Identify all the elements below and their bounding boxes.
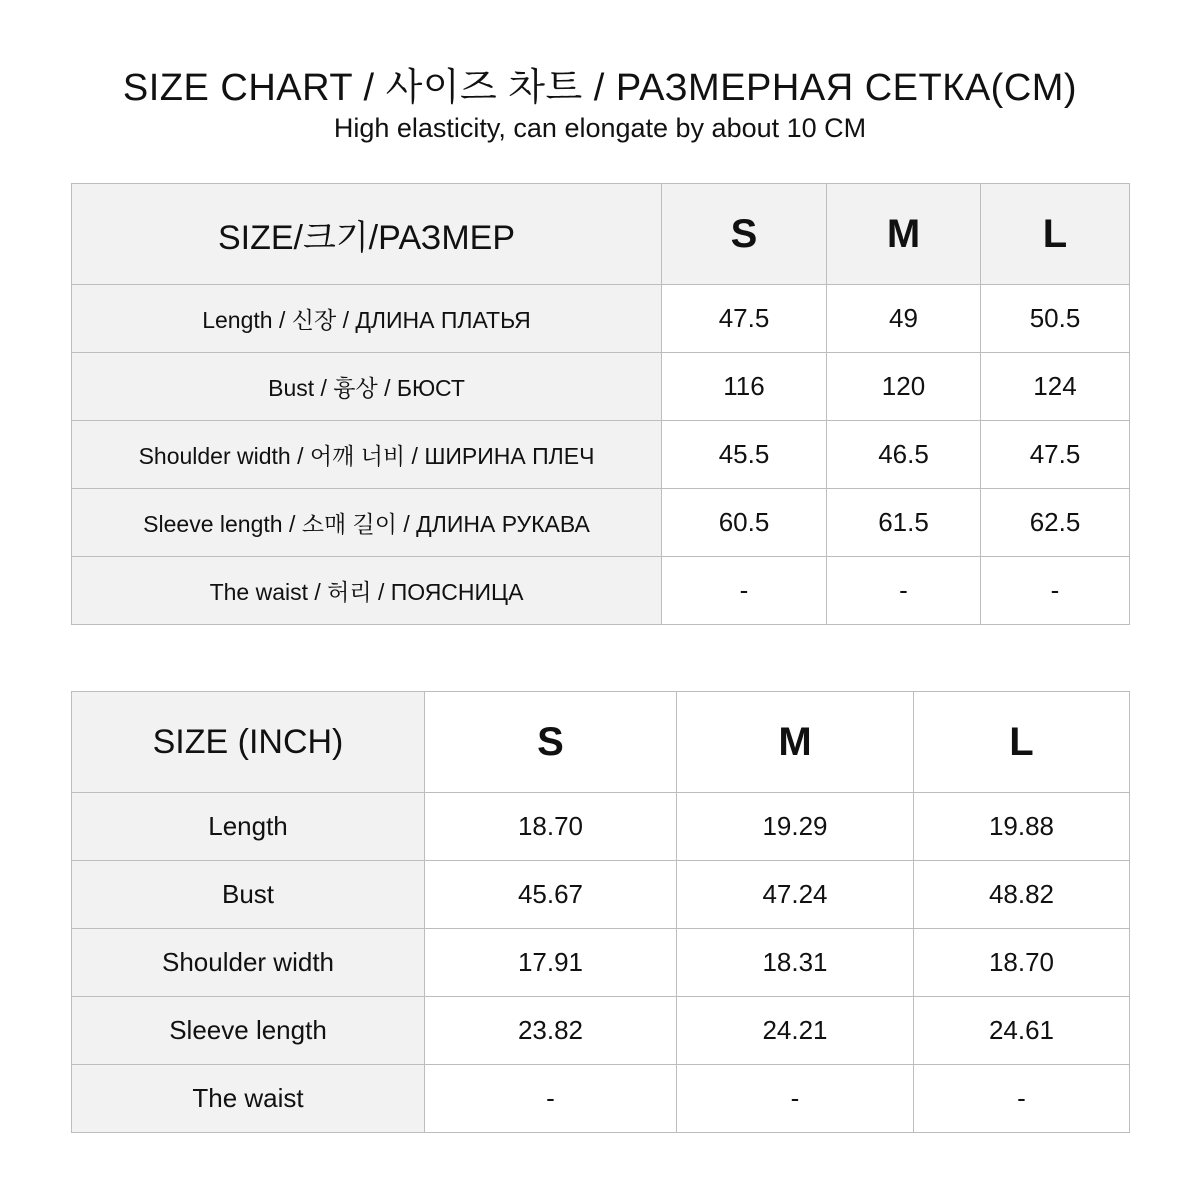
table-row <box>72 929 1130 997</box>
cell-value: 45.67 <box>425 861 677 929</box>
cell-value: 60.5 <box>662 489 827 557</box>
table-row <box>72 1065 1130 1133</box>
size-header-m: M <box>827 184 981 285</box>
table-row <box>72 793 1130 861</box>
table-header-row <box>72 692 1130 793</box>
size-header-m: M <box>677 692 914 793</box>
cell-value: 18.31 <box>677 929 914 997</box>
cell-value: 47.24 <box>677 861 914 929</box>
row-label-waist: The waist <box>72 1065 425 1133</box>
cell-value: 50.5 <box>981 285 1130 353</box>
cell-value: 120 <box>827 353 981 421</box>
cell-value: 116 <box>662 353 827 421</box>
page-subtitle: High elasticity, can elongate by about 10 CM <box>333 113 867 143</box>
cell-value: 62.5 <box>981 489 1130 557</box>
cell-value: - <box>425 1065 677 1133</box>
table-row <box>72 861 1130 929</box>
cell-value: 24.21 <box>677 997 914 1065</box>
cell-value: 45.5 <box>662 421 827 489</box>
cell-value: 48.82 <box>914 861 1130 929</box>
cell-value: - <box>677 1065 914 1133</box>
table-row <box>72 489 1130 557</box>
size-chart-inch-table <box>71 691 1130 1133</box>
cell-value: 19.88 <box>914 793 1130 861</box>
cell-value: 47.5 <box>981 421 1130 489</box>
table-row <box>72 557 1130 625</box>
cell-value: 17.91 <box>425 929 677 997</box>
cell-value: 18.70 <box>425 793 677 861</box>
table-row <box>72 353 1130 421</box>
row-label-length: Length / 신장 / ДЛИНА ПЛАТЬЯ <box>72 285 662 353</box>
row-label-length: Length <box>72 793 425 861</box>
row-label-shoulder-width: Shoulder width / 어깨 너비 / ШИРИНА ПЛЕЧ <box>72 421 662 489</box>
table-row <box>72 285 1130 353</box>
cell-value: - <box>827 557 981 625</box>
table-header-row <box>72 184 1130 285</box>
row-label-shoulder-width: Shoulder width <box>72 929 425 997</box>
table-row <box>72 997 1130 1065</box>
size-header-l: L <box>914 692 1130 793</box>
size-header-s: S <box>662 184 827 285</box>
cell-value: - <box>981 557 1130 625</box>
cell-value: 124 <box>981 353 1130 421</box>
row-label-waist: The waist / 허리 / ПОЯСНИЦА <box>72 557 662 625</box>
size-chart-cm-table <box>71 183 1130 625</box>
cell-value: 24.61 <box>914 997 1130 1065</box>
cell-value: 47.5 <box>662 285 827 353</box>
row-label-sleeve-length: Sleeve length / 소매 길이 / ДЛИНА РУКАВА <box>72 489 662 557</box>
table-row <box>72 421 1130 489</box>
size-column-header: SIZE/크기/РАЗМЕР <box>72 184 662 285</box>
size-header-l: L <box>981 184 1130 285</box>
cell-value: 49 <box>827 285 981 353</box>
cell-value: 46.5 <box>827 421 981 489</box>
page-title: SIZE CHART / 사이즈 차트 / РАЗМЕРНАЯ СЕТКА(CM) <box>122 67 1078 109</box>
cell-value: 23.82 <box>425 997 677 1065</box>
cell-value: - <box>914 1065 1130 1133</box>
cell-value: - <box>662 557 827 625</box>
row-label-bust: Bust <box>72 861 425 929</box>
size-column-header: SIZE (INCH) <box>72 692 425 793</box>
row-label-bust: Bust / 흉상 / БЮСТ <box>72 353 662 421</box>
cell-value: 61.5 <box>827 489 981 557</box>
cell-value: 18.70 <box>914 929 1130 997</box>
size-header-s: S <box>425 692 677 793</box>
row-label-sleeve-length: Sleeve length <box>72 997 425 1065</box>
cell-value: 19.29 <box>677 793 914 861</box>
